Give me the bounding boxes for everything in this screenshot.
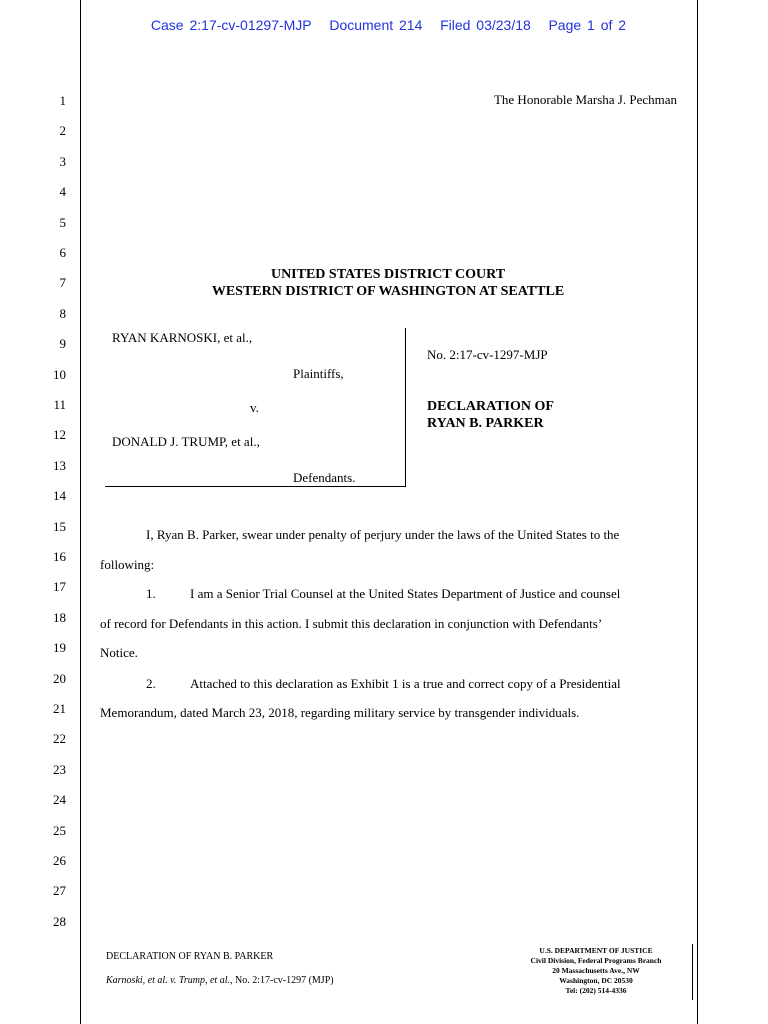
footer-left [106,945,334,993]
line-number: 28 [53,913,66,929]
intro-line-1: I, Ryan B. Parker, swear under penalty of perjury under the laws of the United States to the [146,527,620,542]
declaration-title-line-2: RYAN B. PARKER [427,416,544,431]
line-number: 11 [53,397,66,412]
case-number: No. 2:17-cv-1297-MJP [427,347,548,362]
court-line-1: UNITED STATES DISTRICT COURT [270,267,506,282]
line-number: 15 [53,518,66,534]
paragraph-1-number: 1. [146,586,156,601]
judge-name: The Honorable Marsha J. Pechman [493,92,677,107]
line-number: 5 [59,214,66,230]
line-number: 22 [53,731,66,747]
header-filed: Filed 03/23/18 [440,17,531,33]
line-number: 20 [53,670,66,686]
footer-vertical-rule [692,944,693,1000]
right-margin-rule [697,0,698,1024]
header-case: Case 2:17-cv-01297-MJP [150,17,312,33]
line-number: 1 [59,93,66,108]
versus: v. [250,400,259,415]
footer-address-1: 20 Massachusetts Ave., NW [552,966,640,975]
line-number: 2 [59,123,66,139]
paragraph-2-number: 2. [146,676,156,691]
header-page: Page 1 of 2 [548,17,627,33]
line-number: 18 [53,609,66,625]
line-number: 19 [53,640,66,656]
footer-address-block [510,946,682,996]
line-number: 14 [53,488,66,504]
caption-horizontal-rule [105,486,406,487]
line-number: 16 [53,549,66,564]
line-number: 27 [53,883,66,899]
line-number: 23 [53,761,66,777]
footer-doc-title: DECLARATION OF RYAN B. PARKER [106,951,274,962]
intro-line-2: following: [100,557,155,572]
line-number: 3 [59,153,66,169]
line-number: 24 [53,792,66,808]
declaration-title-line-1: DECLARATION OF [427,399,554,414]
line-number: 21 [53,701,66,716]
line-number: 12 [53,427,66,443]
paragraph-2-line-2: Memorandum, dated March 23, 2018, regarding military service by transgender individuals. [100,705,580,720]
line-number: 17 [53,579,66,595]
declaration-title [427,398,554,432]
line-number: 25 [53,822,66,838]
footer-division: Civil Division, Federal Programs Branch [530,956,662,965]
footer-citation-number: , No. 2:17-cv-1297 (MJP) [229,975,334,986]
line-number: 7 [59,275,66,291]
footer-citation-case: Karnoski, et al. v. Trump, et al. [106,975,230,986]
footer-doj: U.S. DEPARTMENT OF JUSTICE [539,946,653,955]
paragraph-1-line-3: Notice. [100,645,138,660]
plaintiff-name: RYAN KARNOSKI, et al., [112,330,253,345]
footer-address-2: Washington, DC 20530 [559,976,633,985]
line-number: 8 [59,305,66,321]
footer-phone: Tel: (202) 514-4336 [565,986,627,995]
line-number: 4 [59,184,66,200]
header-document: Document 214 [329,17,423,33]
line-number: 9 [59,336,66,352]
paragraph-1-line-2: of record for Defendants in this action. I submit this declaration in conjunction with Defendants’ [100,616,603,631]
ecf-header [80,17,697,33]
line-number: 26 [53,853,66,868]
defendants-label: Defendants. [293,470,356,485]
line-number: 13 [53,457,66,473]
left-margin-rule [80,0,81,1024]
paragraph-1-line-1: I am a Senior Trial Counsel at the United States Department of Justice and counsel [190,586,621,601]
court-heading [110,266,666,300]
caption-vertical-rule [405,328,406,487]
paragraph-2-line-1: Attached to this declaration as Exhibit 1 is a true and correct copy of a Presidential [190,676,621,691]
plaintiffs-label: Plaintiffs, [293,366,344,381]
line-number: 10 [53,366,66,382]
court-line-2: WESTERN DISTRICT OF WASHINGTON AT SEATTLE [211,284,565,299]
defendant-name: DONALD J. TRUMP, et al., [112,434,260,449]
line-number: 6 [59,245,66,260]
footer-citation [106,969,334,993]
